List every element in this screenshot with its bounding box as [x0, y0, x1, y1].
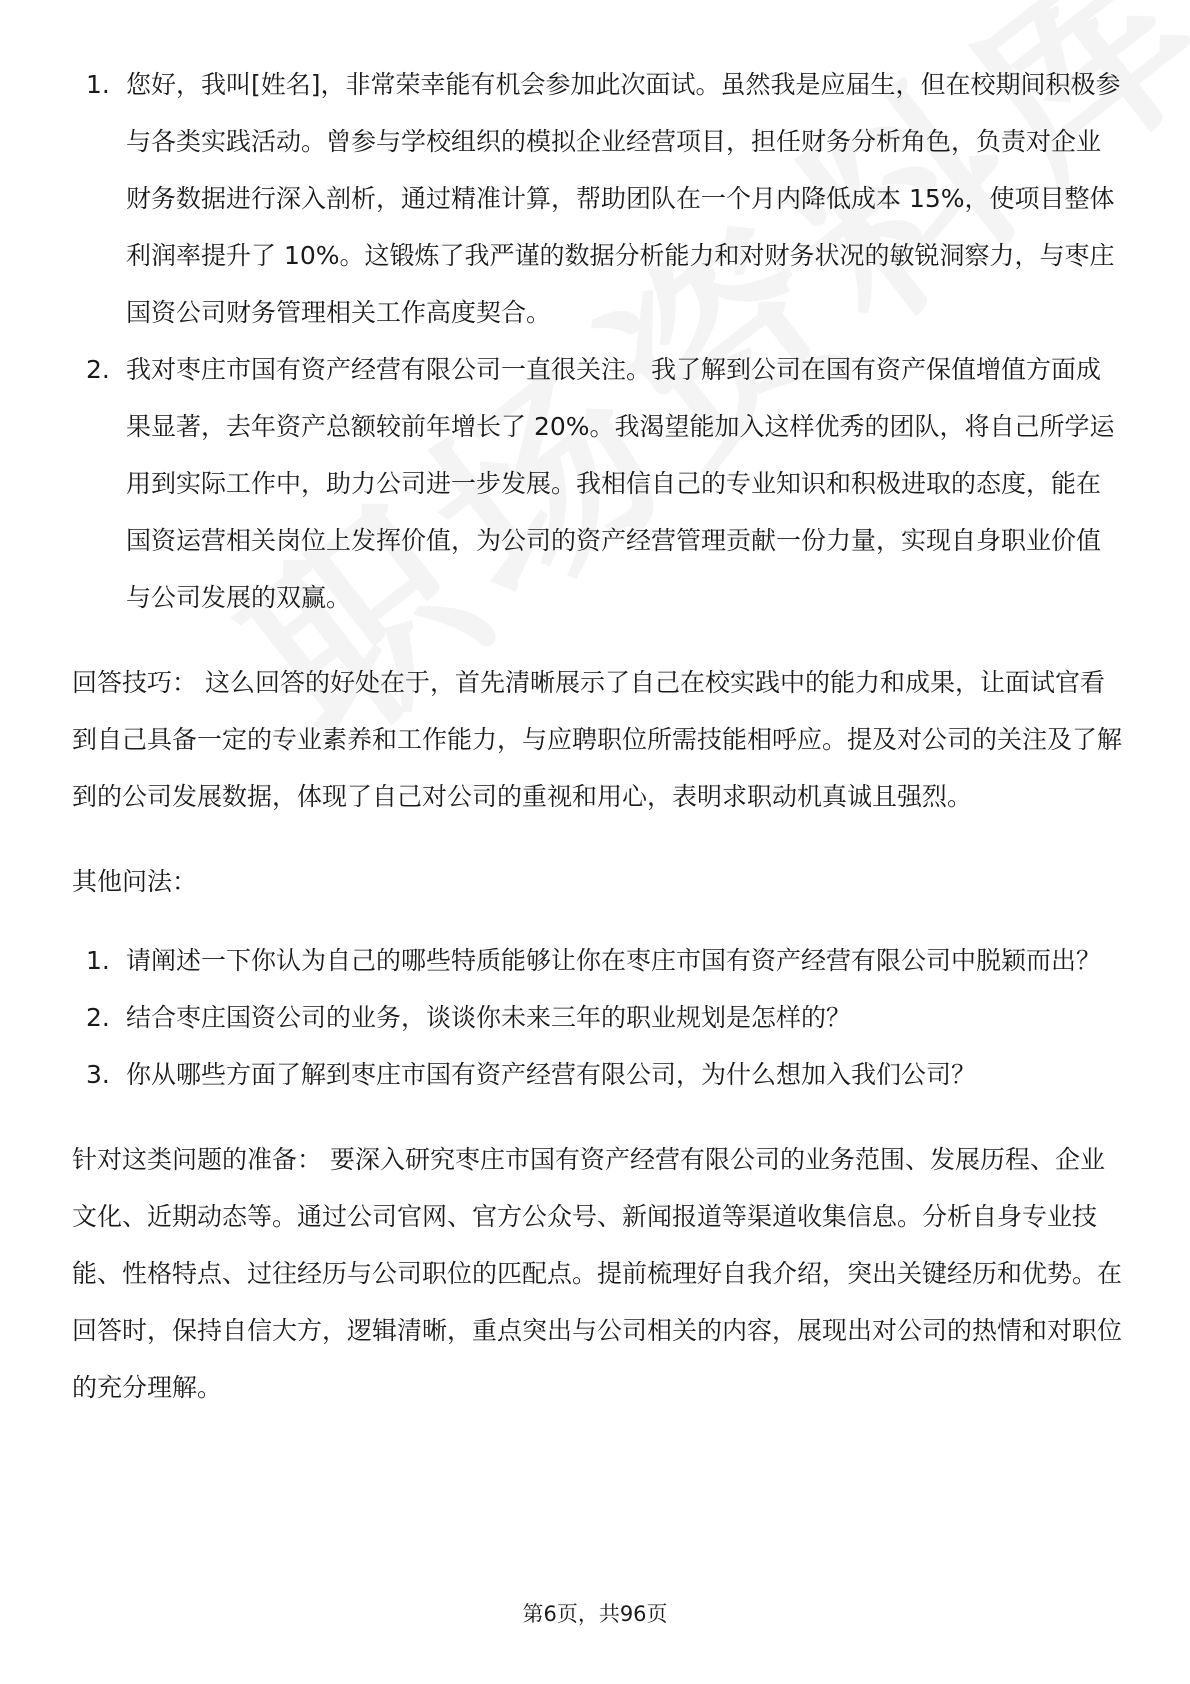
list-item	[72, 1046, 1122, 1103]
list-text: 我对枣庄市国有资产经营有限公司一直很关注。我了解到公司在国有资产保值增值方面成果显著，去年资产总额较前年增长了 20%。我渴望能加入这样优秀的团队，将自己所学运用到实际工作中，助力公司进一步发展。我相信自己的专业知识和积极进取的态度，能在国资运营相关岗位上发挥价值，为公司的资产经营管理贡献一份力量，实现自身职业价值与公司发展的双赢。	[126, 355, 1115, 612]
other-questions-list	[72, 932, 1122, 1103]
list-item	[72, 341, 1122, 626]
list-item	[72, 56, 1122, 341]
answer-list	[72, 56, 1122, 626]
other-questions-heading: 其他问法：	[72, 867, 198, 896]
list-number: 1.	[86, 70, 110, 99]
list-number: 3.	[86, 1060, 110, 1089]
preparation-paragraph	[72, 1131, 1122, 1416]
list-item	[72, 932, 1122, 989]
list-number: 2.	[86, 355, 110, 384]
tips-label: 回答技巧：	[72, 668, 198, 697]
list-text: 请阐述一下你认为自己的哪些特质能够让你在枣庄市国有资产经营有限公司中脱颖而出？	[126, 946, 1102, 975]
list-item	[72, 989, 1122, 1046]
preparation-text: 要深入研究枣庄市国有资产经营有限公司的业务范围、发展历程、企业文化、近期动态等。通过公司官网、官方公众号、新闻报道等渠道收集信息。分析自身专业技能、性格特点、过往经历与公司职位的匹配点。提前梳理好自我介绍，突出关键经历和优势。在回答时，保持自信大方，逻辑清晰，重点突出与公司相关的内容，展现出对公司的热情和对职位的充分理解。	[72, 1145, 1123, 1402]
list-text: 您好，我叫[姓名]，非常荣幸能有机会参加此次面试。虽然我是应届生，但在校期间积极参与各类实践活动。曾参与学校组织的模拟企业经营项目，担任财务分析角色，负责对企业财务数据进行深入剖析，通过精准计算，帮助团队在一个月内降低成本 15%，使项目整体利润率提升了 10%。这锻炼了我严谨的数据分析能力和对财务状况的敏锐洞察力，与枣庄国资公司财务管理相关工作高度契合。	[126, 70, 1121, 327]
list-text: 结合枣庄国资公司的业务，谈谈你未来三年的职业规划是怎样的？	[126, 1003, 852, 1032]
list-text: 你从哪些方面了解到枣庄市国有资产经营有限公司，为什么想加入我们公司？	[126, 1060, 977, 1089]
list-number: 1.	[86, 946, 110, 975]
tips-paragraph	[72, 654, 1122, 825]
main-content	[72, 56, 1122, 1416]
tips-text: 这么回答的好处在于，首先清晰展示了自己在校实践中的能力和成果，让面试官看到自己具备一定的专业素养和工作能力，与应聘职位所需技能相呼应。提及对公司的关注及了解到的公司发展数据，体现了自己对公司的重视和用心，表明求职动机真诚且强烈。	[72, 668, 1123, 811]
preparation-label: 针对这类问题的准备：	[72, 1145, 323, 1174]
list-number: 2.	[86, 1003, 110, 1032]
page-number: 第6页，共96页	[522, 1602, 668, 1626]
